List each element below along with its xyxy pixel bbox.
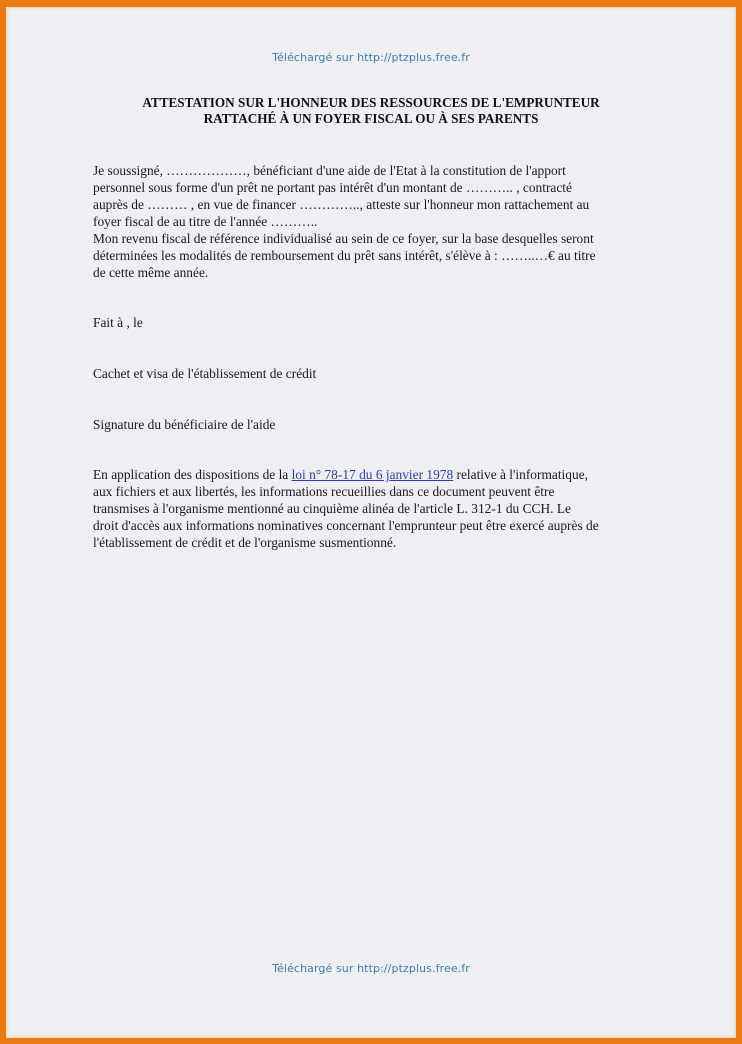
legal-prefix: En application des dispositions de la bbox=[93, 467, 292, 482]
body-line: de cette même année. bbox=[93, 265, 209, 280]
bank-stamp-label: Cachet et visa de l'établissement de crédit bbox=[93, 366, 317, 381]
watermark-header: Téléchargé sur http://ptzplus.free.fr bbox=[272, 51, 470, 64]
law-link[interactable]: loi n° 78-17 du 6 janvier 1978 bbox=[291, 467, 454, 482]
body-line: déterminées les modalités de remboursement du prêt sans intérêt, s'élève à : ……..…€ au titre bbox=[93, 248, 596, 263]
legal-line: l'établissement de crédit et de l'organisme susmentionné. bbox=[93, 535, 397, 550]
title-line-1: ATTESTATION SUR L'HONNEUR DES RESSOURCES DE L'EMPRUNTEUR bbox=[142, 95, 600, 110]
body-line: personnel sous forme d'un prêt ne portant pas intérêt d'un montant de ……….. , contracté bbox=[93, 180, 572, 195]
body-line: Je soussigné, ………………, bénéficiant d'une aide de l'Etat à la constitution de l'apport bbox=[93, 163, 566, 178]
signature-label: Signature du bénéficiaire de l'aide bbox=[93, 417, 276, 432]
document-title bbox=[90, 95, 652, 127]
legal-line-1 bbox=[93, 466, 653, 483]
legal-line: droit d'accès aux informations nominatives concernant l'emprunteur peut être exercé auprès de bbox=[93, 518, 599, 533]
body-line: Mon revenu fiscal de référence individualisé au sein de ce foyer, sur la base desquelles seront bbox=[93, 231, 594, 246]
place-date-line: Fait à , le bbox=[93, 315, 143, 330]
legal-line: aux fichiers et aux libertés, les informations recueillies dans ce document peuvent être bbox=[93, 484, 555, 499]
watermark-footer: Téléchargé sur http://ptzplus.free.fr bbox=[272, 962, 470, 975]
attestation-paragraph bbox=[93, 162, 653, 281]
legal-suffix: relative à l'informatique, bbox=[453, 467, 588, 482]
title-line-2: RATTACHÉ À UN FOYER FISCAL OU À SES PARENTS bbox=[203, 111, 539, 126]
legal-line: transmises à l'organisme mentionné au cinquième alinéa de l'article L. 312-1 du CCH. Le bbox=[93, 501, 571, 516]
legal-notice bbox=[93, 466, 653, 551]
body-line: auprès de ……… , en vue de financer ………….., atteste sur l'honneur mon rattachement au bbox=[93, 197, 590, 212]
body-line: foyer fiscal de au titre de l'année ……….. bbox=[93, 214, 318, 229]
